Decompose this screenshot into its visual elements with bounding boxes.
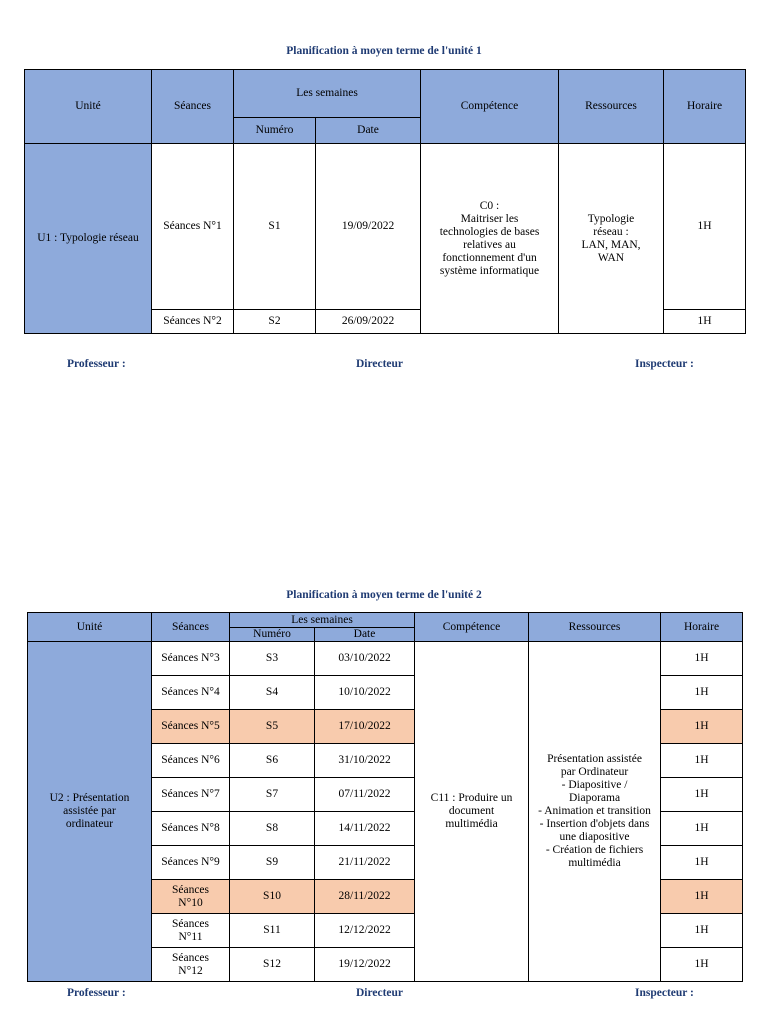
numero-cell: S9 <box>230 846 315 880</box>
footer-inspecteur: Inspecteur : <box>635 358 694 370</box>
date-cell: 12/12/2022 <box>315 914 415 948</box>
footer-professeur: Professeur : <box>67 987 126 999</box>
ressources-cell: Présentation assistée par Ordinateur - Diapositive / Diaporama - Animation et transition - Insertion d'objets dans une diapositive - Création de fichiers multimédia <box>529 642 661 982</box>
seance-cell: Séances N°1 <box>152 144 234 310</box>
date-cell: 26/09/2022 <box>316 310 421 334</box>
header-semaines: Les semaines <box>234 70 421 118</box>
header-competence: Compétence <box>415 613 529 642</box>
horaire-cell: 1H <box>664 144 746 310</box>
header-horaire: Horaire <box>664 70 746 144</box>
competence-cell: C11 : Produire un document multimédia <box>415 642 529 982</box>
footer-directeur: Directeur <box>356 358 404 370</box>
header-unite: Unité <box>28 613 152 642</box>
header-date: Date <box>315 628 415 642</box>
date-cell: 10/10/2022 <box>315 676 415 710</box>
unit1-title: Planification à moyen terme de l'unité 1 <box>286 45 482 57</box>
seance-cell: Séances N°3 <box>152 642 230 676</box>
numero-cell: S2 <box>234 310 316 334</box>
date-cell: 19/09/2022 <box>316 144 421 310</box>
table-row <box>25 144 746 310</box>
header-date: Date <box>316 118 421 144</box>
numero-cell: S10 <box>230 880 315 914</box>
date-cell: 17/10/2022 <box>315 710 415 744</box>
horaire-cell: 1H <box>661 880 743 914</box>
header-numero: Numéro <box>234 118 316 144</box>
seance-cell: Séances N°11 <box>152 914 230 948</box>
horaire-cell: 1H <box>661 948 743 982</box>
horaire-cell: 1H <box>661 812 743 846</box>
seance-cell: Séances N°4 <box>152 676 230 710</box>
horaire-cell: 1H <box>661 778 743 812</box>
seance-cell: Séances N°7 <box>152 778 230 812</box>
header-seances: Séances <box>152 70 234 144</box>
horaire-cell: 1H <box>661 710 743 744</box>
numero-cell: S3 <box>230 642 315 676</box>
numero-cell: S12 <box>230 948 315 982</box>
header-competence: Compétence <box>421 70 559 144</box>
numero-cell: S1 <box>234 144 316 310</box>
numero-cell: S11 <box>230 914 315 948</box>
numero-cell: S4 <box>230 676 315 710</box>
numero-cell: S8 <box>230 812 315 846</box>
header-ressources: Ressources <box>559 70 664 144</box>
date-cell: 21/11/2022 <box>315 846 415 880</box>
unit2-planning-table <box>27 612 743 982</box>
seance-cell: Séances N°10 <box>152 880 230 914</box>
date-cell: 03/10/2022 <box>315 642 415 676</box>
ressources-cell: Typologie réseau : LAN, MAN, WAN <box>559 144 664 334</box>
seance-cell: Séances N°2 <box>152 310 234 334</box>
seance-cell: Séances N°9 <box>152 846 230 880</box>
horaire-cell: 1H <box>661 846 743 880</box>
header-ressources: Ressources <box>529 613 661 642</box>
horaire-cell: 1H <box>661 914 743 948</box>
seance-cell: Séances N°12 <box>152 948 230 982</box>
date-cell: 14/11/2022 <box>315 812 415 846</box>
header-unite: Unité <box>25 70 152 144</box>
seance-cell: Séances N°5 <box>152 710 230 744</box>
horaire-cell: 1H <box>664 310 746 334</box>
date-cell: 19/12/2022 <box>315 948 415 982</box>
footer-professeur: Professeur : <box>67 358 126 370</box>
unit-name-cell: U2 : Présentation assistée par ordinateur <box>28 642 152 982</box>
date-cell: 07/11/2022 <box>315 778 415 812</box>
header-semaines: Les semaines <box>230 613 415 628</box>
header-horaire: Horaire <box>661 613 743 642</box>
footer-inspecteur: Inspecteur : <box>635 987 694 999</box>
competence-cell: C0 : Maitriser les technologies de bases relatives au fonctionnement d'un système informatique <box>421 144 559 334</box>
horaire-cell: 1H <box>661 744 743 778</box>
date-cell: 28/11/2022 <box>315 880 415 914</box>
horaire-cell: 1H <box>661 676 743 710</box>
seance-cell: Séances N°8 <box>152 812 230 846</box>
unit-name-cell: U1 : Typologie réseau <box>25 144 152 334</box>
unit1-planning-table <box>24 69 746 334</box>
header-numero: Numéro <box>230 628 315 642</box>
numero-cell: S6 <box>230 744 315 778</box>
numero-cell: S7 <box>230 778 315 812</box>
table-row <box>28 642 743 676</box>
header-seances: Séances <box>152 613 230 642</box>
unit2-title: Planification à moyen terme de l'unité 2 <box>286 589 482 601</box>
horaire-cell: 1H <box>661 642 743 676</box>
date-cell: 31/10/2022 <box>315 744 415 778</box>
footer-directeur: Directeur <box>356 987 404 999</box>
seance-cell: Séances N°6 <box>152 744 230 778</box>
numero-cell: S5 <box>230 710 315 744</box>
